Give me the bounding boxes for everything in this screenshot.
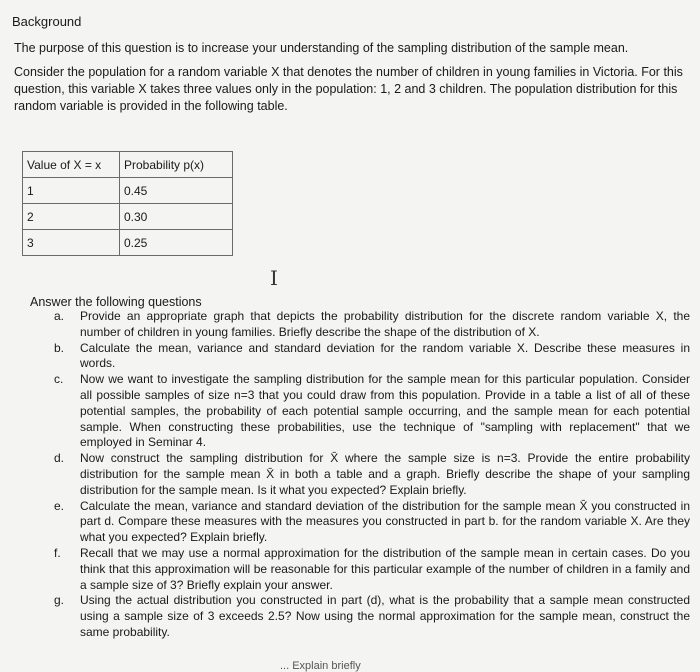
list-item-label: g. (54, 593, 65, 608)
list-item-text: Calculate the mean, variance and standard deviation for the random variable X. Describe these measures in words. (80, 340, 690, 371)
section-heading: Background (12, 14, 82, 29)
list-item-text: Recall that we may use a normal approximation for the distribution of the sample mean in certain cases. Do you think that this approximation will be reasonable for this particular example of the number of children in a family and a sample size of 3? Briefly explain your answer. (80, 545, 690, 592)
table-cell: 0.45 (120, 178, 233, 204)
list-item (50, 341, 690, 373)
list-item-label: e. (54, 498, 65, 513)
list-item-label: b. (54, 340, 65, 355)
table-cell: 0.25 (120, 230, 233, 256)
text-cursor-icon: I (270, 266, 278, 290)
probability-table (22, 151, 233, 256)
list-item-text: Using the actual distribution you constructed in part (d), what is the probability that a sample mean constructed using a sample size of 3 exceeds 2.5? Now using the normal approximation for the sample mean, construct the same probability. (80, 593, 690, 639)
list-item (50, 451, 690, 498)
table-cell: 0.30 (120, 204, 233, 230)
list-item-text: Now construct the sampling distribution for X̄ where the sample size is n=3. Provide the entire probability distribution for the sample mean X̄ in both a table and a graph. Briefly describe the shape of your sampling distribution for the sample mean. Is it what you expected? Explain briefly. (80, 451, 690, 497)
table-cell: 1 (23, 178, 120, 204)
question-list (50, 309, 690, 641)
list-item-label: d. (54, 451, 65, 466)
table-header-probability: Probability p(x) (120, 152, 233, 178)
cutoff-text: ... Explain briefly (280, 660, 361, 672)
list-item (50, 372, 690, 451)
table-row (23, 204, 233, 230)
list-item (50, 499, 690, 546)
list-item (50, 546, 690, 593)
table-row (23, 230, 233, 256)
population-paragraph: Consider the population for a random variable X that denotes the number of children in young families in Victoria. For this question, this variable X takes three values only in the population: 1, 2 and 3 children. The population distribution for this random variable is provided in the following table. (14, 65, 683, 113)
list-item-label: c. (54, 372, 64, 387)
intro-section (14, 40, 696, 122)
purpose-paragraph: The purpose of this question is to increase your understanding of the sampling distribution of the sample mean. (14, 41, 629, 55)
list-item (50, 593, 690, 640)
table-header-row (23, 152, 233, 178)
list-item-label: f. (54, 545, 61, 560)
table-header-value: Value of X = x (23, 152, 120, 178)
list-item-text: Now we want to investigate the sampling distribution for the sample mean for this particular population. Consider all possible samples of size n=3 that you could draw from this population. Provide in a table a list of all of these potential samples, the probability of each potential sample occurring, and the sample mean for each potential sample. When constructing these probabilities, use the technique of "sampling with replacement" that we employed in Seminar 4. (80, 372, 690, 450)
table-cell: 2 (23, 204, 120, 230)
list-item-text: Provide an appropriate graph that depicts the probability distribution for the discrete random variable X, the number of children in young families. Briefly describe the shape of the distribution of X. (80, 309, 690, 339)
table-cell: 3 (23, 230, 120, 256)
table-row (23, 178, 233, 204)
list-item-label: a. (54, 309, 65, 323)
list-item-text: Calculate the mean, variance and standard deviation of the distribution for the sample mean X̄ you constructed in part d. Compare these measures with the measures you constructed in part b. for the random variable X. Are they what you expected? Explain briefly. (80, 498, 690, 545)
list-item (50, 309, 690, 341)
answer-title: Answer the following questions (30, 295, 202, 309)
